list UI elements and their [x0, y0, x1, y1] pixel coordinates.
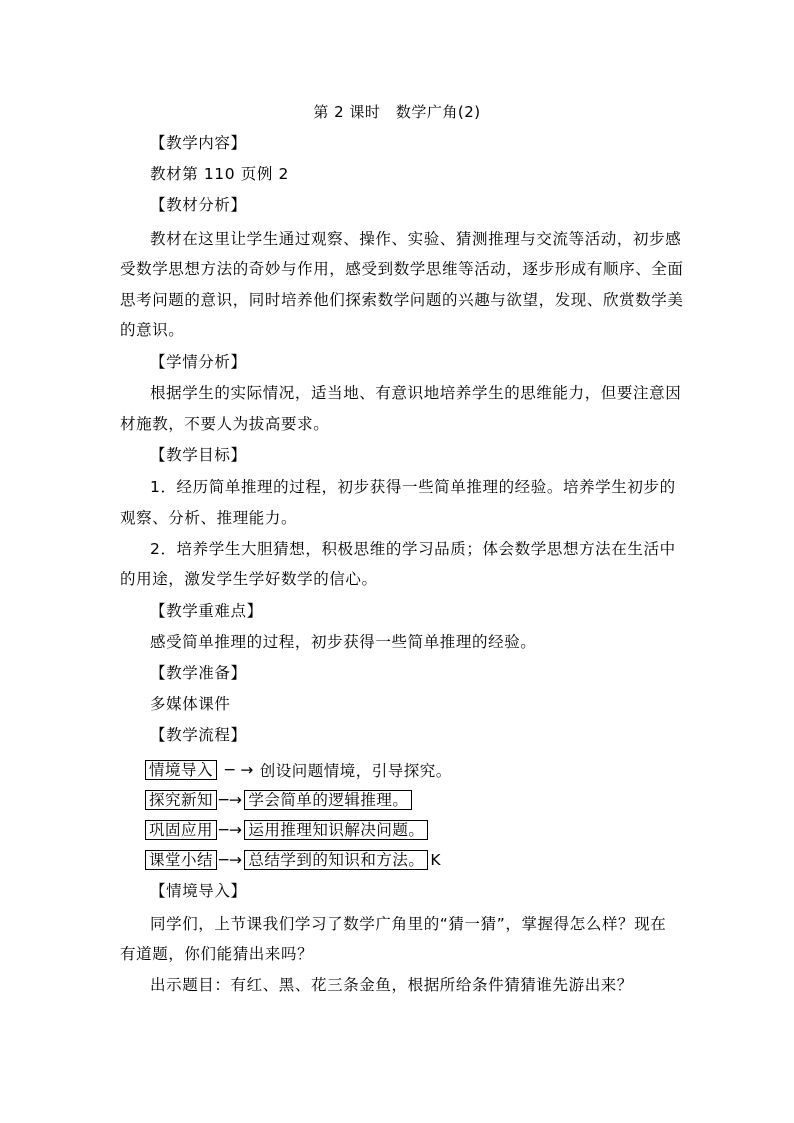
flow-row-4 — [145, 848, 441, 872]
content-text: 教材第 110 页例 2 — [150, 165, 289, 183]
intro-heading: 【情境导入】 — [150, 882, 247, 900]
content-heading: 【教学内容】 — [150, 134, 247, 152]
key-heading: 【教学重难点】 — [150, 602, 263, 620]
key-text: 感受简单推理的过程，初步获得一些简单推理的经验。 — [150, 633, 537, 651]
flow-description-box: 运用推理知识解决问题。 — [244, 820, 428, 840]
flow-arrow-icon: ─→ — [219, 851, 243, 869]
flow-arrow-icon: ─→ — [219, 791, 243, 809]
goal-line-4: 的用途，激发学生学好数学的信心。 — [120, 570, 378, 588]
goal-line-1: 1．经历简单推理的过程，初步获得一些简单推理的经验。培养学生初步的 — [150, 478, 676, 496]
intro-line-3: 出示题目：有红、黑、花三条金鱼，根据所给条件猜猜谁先游出来？ — [150, 976, 634, 994]
flow-row-3 — [145, 818, 428, 842]
student-heading: 【学情分析】 — [150, 353, 247, 371]
flow-step-box: 课堂小结 — [145, 850, 217, 870]
student-line-1: 根据学生的实际情况，适当地、有意识地培养学生的思维能力，但要注意因 — [150, 384, 682, 402]
intro-line-2: 有道题，你们能猜出来吗？ — [120, 945, 314, 963]
goal-heading: 【教学目标】 — [150, 446, 247, 464]
prep-text: 多媒体课件 — [150, 695, 231, 713]
flow-row-2 — [145, 788, 412, 812]
prep-heading: 【教学准备】 — [150, 664, 247, 682]
lesson-title: 第 2 课时 数学广角(2) — [313, 103, 481, 121]
flow-heading: 【教学流程】 — [150, 726, 247, 744]
flow-step-box: 情境导入 — [145, 760, 217, 780]
flow-description: 创设问题情境，引导探究。 — [259, 762, 452, 780]
analysis-line-4: 的意识。 — [120, 321, 185, 339]
student-line-2: 材施教，不要人为拔高要求。 — [120, 415, 330, 433]
analysis-line-1: 教材在这里让学生通过观察、操作、实验、猜测推理与交流等活动，初步感 — [150, 230, 682, 248]
goal-line-3: 2．培养学生大胆猜想，积极思维的学习品质；体会数学思想方法在生活中 — [150, 540, 676, 558]
analysis-line-2: 受数学思想方法的奇妙与作用，感受到数学思维等活动，逐步形成有顺序、全面 — [120, 260, 684, 278]
flow-arrow-icon: ─→ — [219, 821, 243, 839]
flow-step-box: 探究新知 — [145, 790, 217, 810]
flow-arrow-icon: ─ → — [225, 761, 254, 779]
flow-description-box: 总结学到的知识和方法。 — [244, 850, 428, 870]
flow-description-box: 学会简单的逻辑推理。 — [244, 790, 412, 810]
flow-row-1 — [145, 758, 452, 782]
flow-step-box: 巩固应用 — [145, 820, 217, 840]
intro-line-1: 同学们，上节课我们学习了数学广角里的“猜一猜”，掌握得怎么样？现在 — [150, 915, 667, 933]
flow-tail-mark: K — [430, 851, 442, 869]
analysis-heading: 【教材分析】 — [150, 196, 247, 214]
goal-line-2: 观察、分析、推理能力。 — [120, 509, 298, 527]
analysis-line-3: 思考问题的意识，同时培养他们探索数学问题的兴趣与欲望，发现、欣赏数学美 — [120, 291, 684, 309]
